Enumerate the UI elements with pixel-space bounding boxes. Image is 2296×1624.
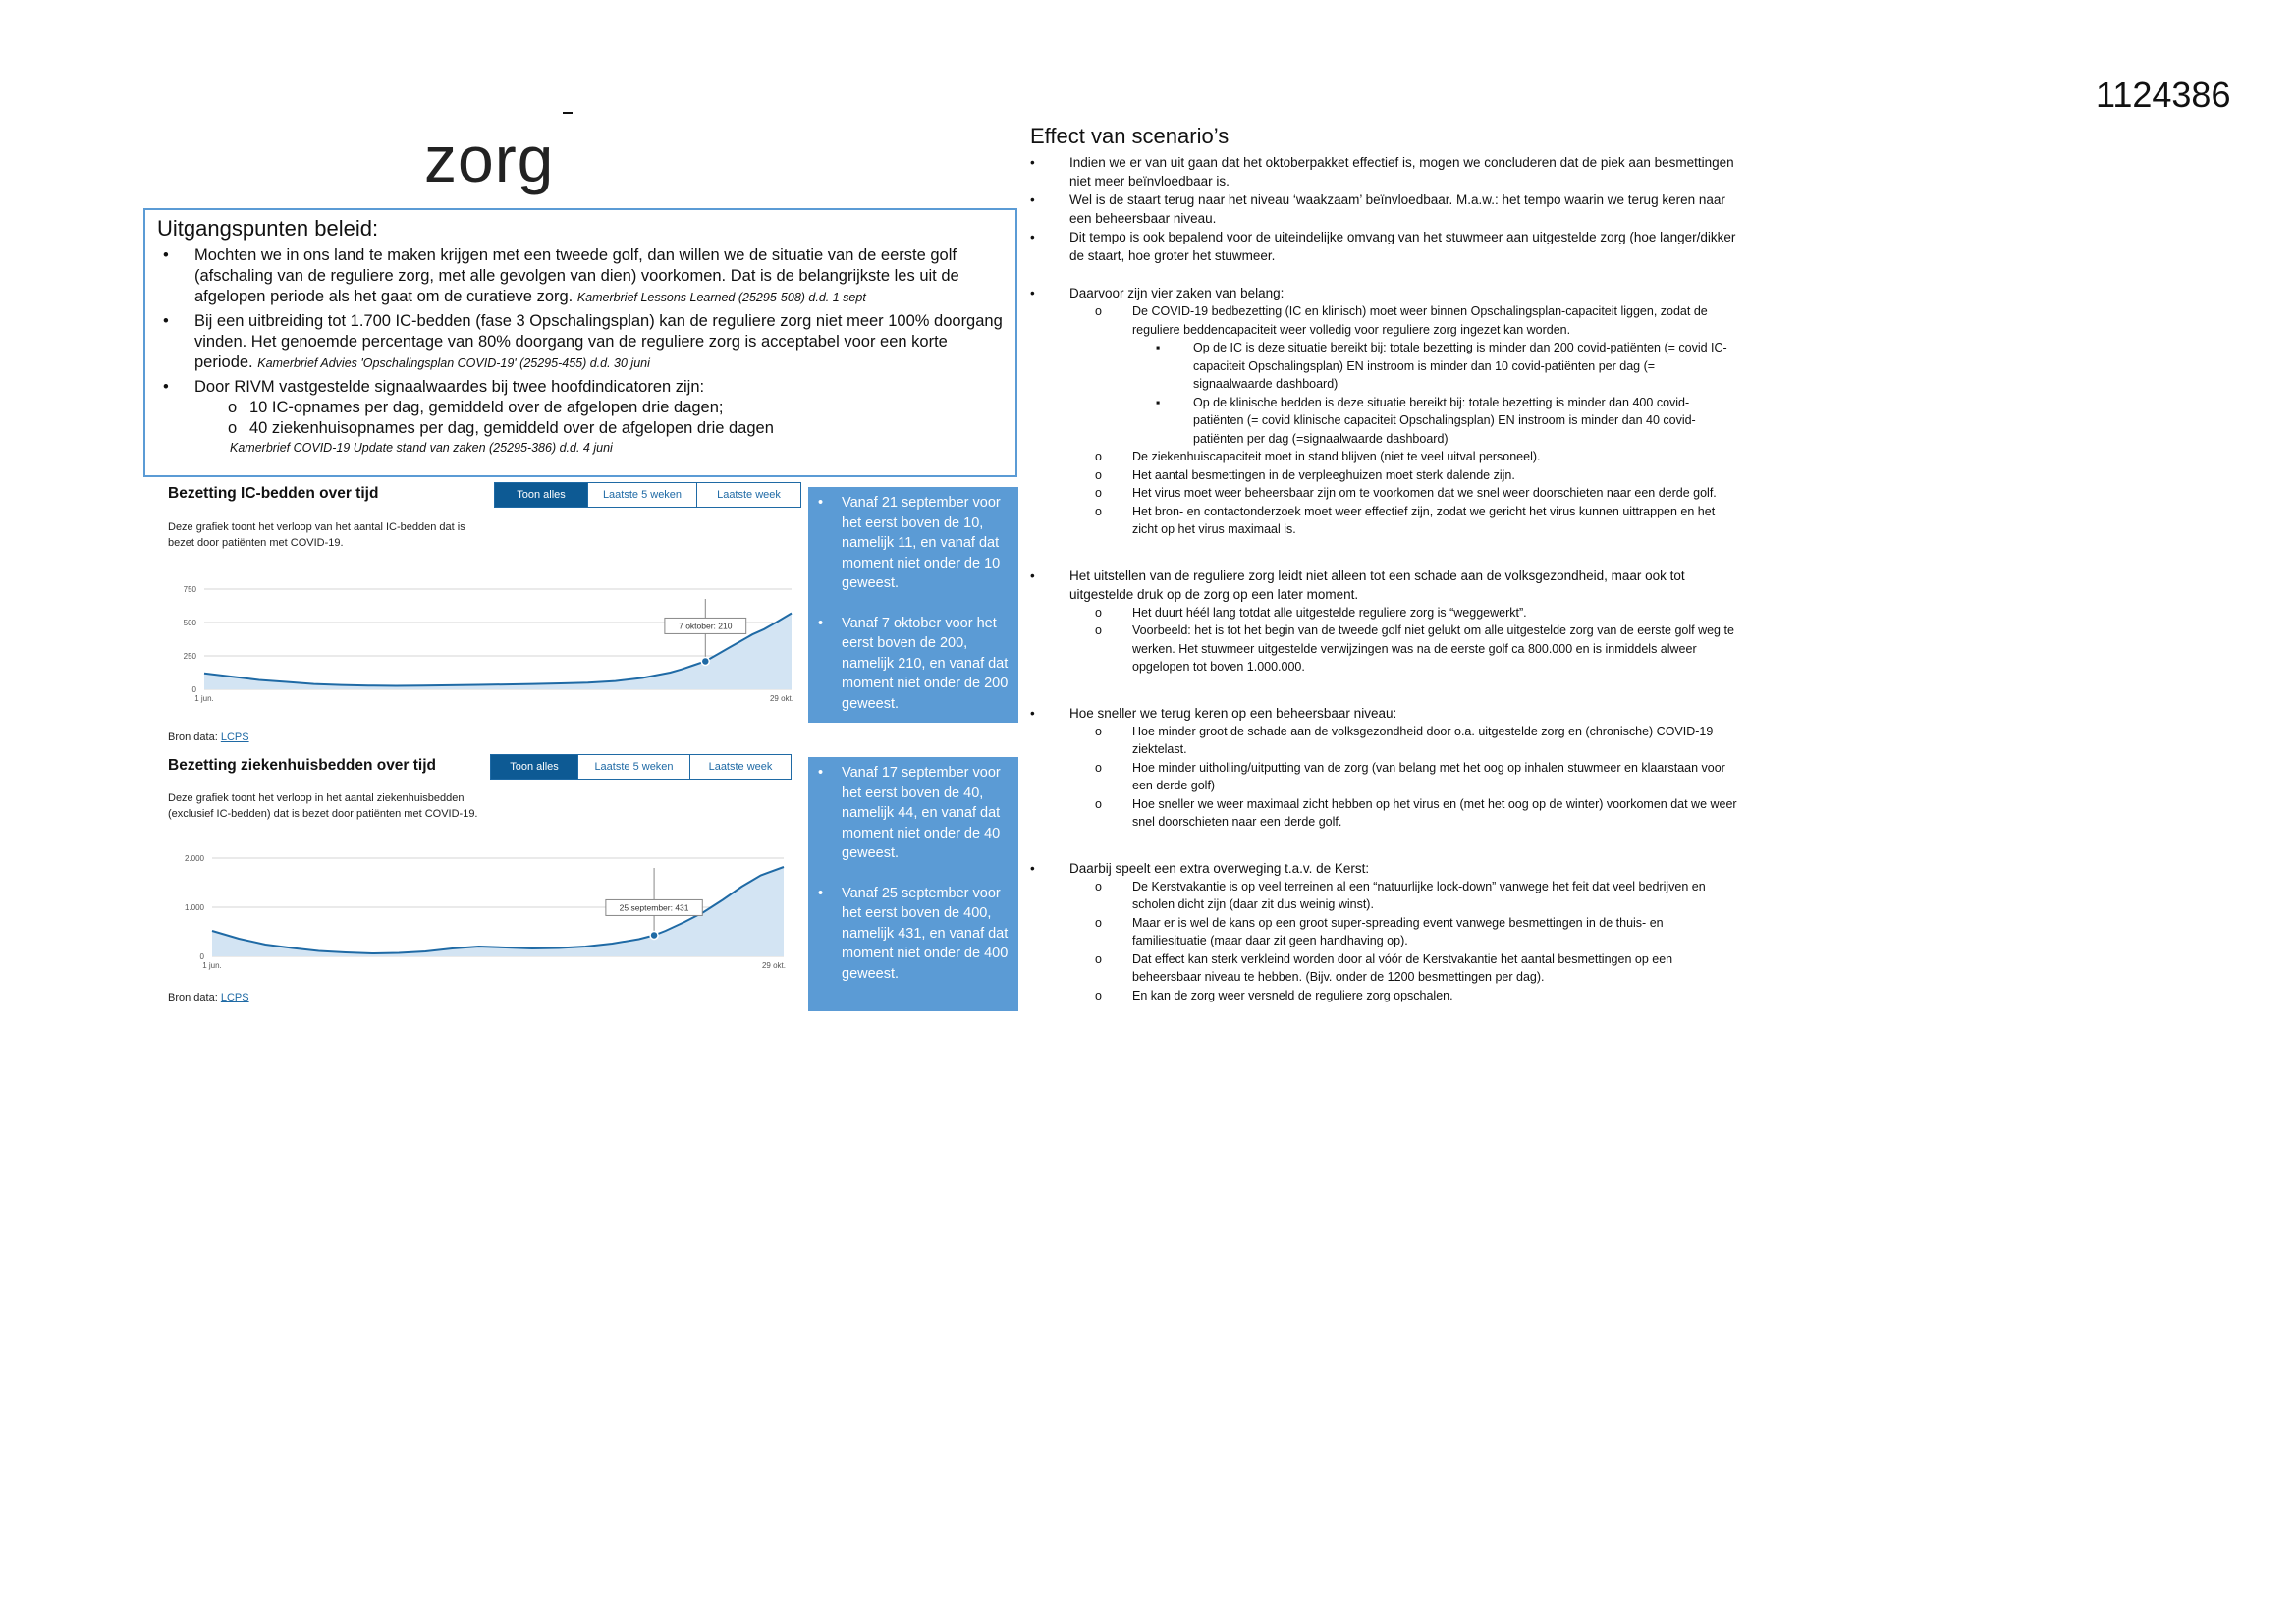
y-tick-label: 500 bbox=[183, 619, 196, 627]
x-tick-label: 29 okt. bbox=[769, 694, 794, 703]
y-tick-label: 0 bbox=[191, 685, 196, 694]
spacer bbox=[1030, 832, 1737, 859]
toggle-last-week[interactable]: Laatste week bbox=[696, 483, 800, 507]
sub-bullet bbox=[1030, 759, 1737, 795]
section-bullet bbox=[1030, 284, 1737, 302]
info-text: Vanaf 7 oktober voor het eerst boven de 200, namelijk 210, en vanaf dat moment niet onder de 200 geweest. bbox=[842, 615, 1009, 712]
info-item bbox=[818, 493, 1009, 594]
circle-bullet-icon: o bbox=[228, 419, 238, 437]
toggle-show-all[interactable]: Toon alles bbox=[491, 755, 577, 779]
bullet-text: Op de IC is deze situatie bereikt bij: totale bezetting is minder dan 200 covid-patiënten (= covid IC-capaciteit Opschalingsplan) EN instroom is minder dan 10 covid-patiënten per dag (= signaalwaarde dashboard) bbox=[1193, 341, 1727, 391]
bullet-text: Dat effect kan sterk verkleind worden door al vóór de Kerstvakantie het aantal besmettingen op een beheersbaar niveau te hebben. (Bijv. onder de 1200 besmettingen per dag). bbox=[1132, 951, 1673, 984]
toggle-last-5-weeks[interactable]: Laatste 5 weken bbox=[577, 755, 689, 779]
bullet-text: De Kerstvakantie is op veel terreinen al een “natuurlijke lock-down” vanwege het feit dat veel bedrijven en scholen dicht zijn (daar zit dus weinig winst). bbox=[1132, 879, 1706, 911]
y-tick-label: 250 bbox=[183, 652, 196, 661]
bullet-icon: • bbox=[1030, 155, 1035, 170]
scenario-effects bbox=[1030, 124, 1737, 1004]
circle-bullet-icon: o bbox=[1095, 467, 1102, 482]
ic-range-toggle bbox=[494, 482, 801, 508]
annotation-label: 25 september: 431 bbox=[619, 902, 689, 913]
circle-bullet-icon: o bbox=[1095, 879, 1102, 893]
source-label: Bron data: bbox=[168, 731, 218, 743]
policy-bullet bbox=[157, 377, 1004, 398]
section-bullet bbox=[1030, 567, 1737, 604]
policy-bullet-text: Bij een uitbreiding tot 1.700 IC-bedden (fase 3 Opschalingsplan) kan de reguliere zorg niet meer 100% doorgang vinden. Het genoemde percentage van 80% doorgang van de reguliere zorg is acceptabel voor een korte periode. bbox=[194, 312, 1003, 371]
bullet-icon: • bbox=[163, 246, 169, 264]
policy-bullet bbox=[157, 311, 1004, 374]
policy-final-reference: Kamerbrief COVID-19 Update stand van zaken (25295-386) d.d. 4 juni bbox=[230, 441, 613, 455]
intro-bullet bbox=[1030, 190, 1737, 228]
policy-sub-item bbox=[157, 418, 1004, 439]
annotation-label: 7 oktober: 210 bbox=[679, 621, 733, 631]
bullet-text: Indien we er van uit gaan dat het oktoberpakket effectief is, mogen we concluderen dat de piek aan besmettingen niet meer beïnvloedbaar is. bbox=[1069, 155, 1734, 189]
bullet-text: En kan de zorg weer versneld de reguliere zorg opschalen. bbox=[1132, 988, 1453, 1002]
sub-bullet bbox=[1030, 795, 1737, 832]
circle-bullet-icon: o bbox=[1095, 760, 1102, 775]
square-bullet-icon: ▪ bbox=[1156, 341, 1161, 354]
bullet-text: Hoe minder groot de schade aan de volksgezondheid door o.a. uitgestelde zorg en (chronische) COVID-19 ziektelast. bbox=[1132, 724, 1714, 756]
x-tick-label: 29 okt. bbox=[761, 961, 787, 970]
zk-occupancy-chart bbox=[167, 846, 805, 974]
zk-range-toggle bbox=[490, 754, 792, 780]
bullet-text: Het duurt héél lang totdat alle uitgestelde reguliere zorg is “weggewerkt”. bbox=[1132, 605, 1527, 620]
bullet-icon: • bbox=[818, 615, 824, 631]
toggle-last-5-weeks[interactable]: Laatste 5 weken bbox=[587, 483, 696, 507]
circle-bullet-icon: o bbox=[1095, 504, 1102, 518]
x-tick-label: 1 jun. bbox=[194, 694, 214, 703]
ic-chart-description: Deze grafiek toont het verloop van het aantal IC-bedden dat is bezet door patiënten met COVID-19. bbox=[168, 521, 465, 549]
circle-bullet-icon: o bbox=[1095, 988, 1102, 1002]
bullet-text: Daarvoor zijn vier zaken van belang: bbox=[1069, 286, 1285, 300]
sub-bullet bbox=[1030, 878, 1737, 914]
bullet-icon: • bbox=[1030, 192, 1035, 207]
info-text: Vanaf 21 september voor het eerst boven de 10, namelijk 11, en vanaf dat moment niet onder de 10 geweest. bbox=[842, 495, 1001, 591]
y-tick-label: 2.000 bbox=[184, 854, 204, 863]
bullet-text: Het virus moet weer beheersbaar zijn om te voorkomen dat we snel weer doorschieten naar een derde golf. bbox=[1132, 486, 1717, 500]
bullet-text: Hoe sneller we weer maximaal zicht hebben op het virus en (met het oog op de winter) voorkomen dat we weer snel doorschieten naar een derde golf. bbox=[1132, 796, 1737, 829]
bullet-text: Maar er is wel de kans op een groot super-spreading event vanwege besmettingen in de thuis- en familiesituatie (maar daar zit geen handhaving op). bbox=[1132, 915, 1664, 947]
circle-bullet-icon: o bbox=[1095, 450, 1102, 463]
policy-bullet bbox=[157, 245, 1004, 308]
ic-chart-title: Bezetting IC-bedden over tijd bbox=[168, 485, 379, 502]
intro-bullet bbox=[1030, 153, 1737, 190]
bullet-text: Hoe minder uitholling/uitputting van de zorg (van belang met het oog op inhalen stuwmeer en klaarstaan voor een derde golf) bbox=[1132, 760, 1725, 792]
bullet-icon: • bbox=[1030, 705, 1035, 721]
circle-bullet-icon: o bbox=[1095, 951, 1102, 966]
circle-bullet-icon: o bbox=[1095, 304, 1102, 318]
policy-box bbox=[143, 208, 1017, 477]
annotation-point bbox=[701, 657, 709, 665]
zk-source bbox=[168, 992, 249, 1003]
bullet-text: De COVID-19 bedbezetting (IC en klinisch) moet weer binnen Opschalingsplan-capaciteit liggen, zodat de reguliere beddencapaciteit weer volledig voor reguliere zorg ingezet kan worden. bbox=[1132, 304, 1708, 337]
ic-source bbox=[168, 731, 249, 743]
info-text: Vanaf 17 september voor het eerst boven de 40, namelijk 44, en vanaf dat moment niet onder de 40 geweest. bbox=[842, 765, 1001, 861]
zk-info-box bbox=[808, 757, 1018, 1011]
x-tick-label: 1 jun. bbox=[202, 961, 222, 970]
sub-item-text: 40 ziekenhuisopnames per dag, gemiddeld over de afgelopen drie dagen bbox=[249, 419, 774, 437]
circle-bullet-icon: o bbox=[1095, 486, 1102, 500]
sub-sub-bullet bbox=[1030, 394, 1737, 449]
y-tick-label: 0 bbox=[199, 952, 204, 961]
ic-info-box bbox=[808, 487, 1018, 723]
circle-bullet-icon: o bbox=[1095, 623, 1102, 637]
sub-bullet bbox=[1030, 622, 1737, 677]
bullet-text: Wel is de staart terug naar het niveau ‘waakzaam’ beïnvloedbaar. M.a.w.: het tempo waarin we terug keren naar een beheersbaar niveau. bbox=[1069, 192, 1725, 226]
info-item bbox=[818, 614, 1009, 715]
page-title: zorg bbox=[424, 123, 555, 195]
policy-bullet-text: Door RIVM vastgestelde signaalwaardes bij twee hoofdindicatoren zijn: bbox=[194, 378, 705, 396]
policy-reference: Kamerbrief Lessons Learned (25295-508) d.d. 1 sept bbox=[576, 291, 866, 304]
zk-chart-description: Deze grafiek toont het verloop in het aantal ziekenhuisbedden (exclusief IC-bedden) dat is bezet door patiënten met COVID-19. bbox=[168, 792, 478, 820]
policy-bullet-text: Mochten we in ons land te maken krijgen met een tweede golf, dan willen we de situatie van de eerste golf (afschaling van de reguliere zorg, met alle gevolgen van dien) voorkomen. Dat is de belangrijkste les uit de afgelopen periode als het gaat om de curatieve zorg. bbox=[194, 246, 959, 305]
sub-bullet bbox=[1030, 914, 1737, 950]
bullet-text: Het uitstellen van de reguliere zorg leidt niet alleen tot een schade aan de volksgezondheid, maar ook tot uitgestelde druk op de zorg op een later moment. bbox=[1069, 568, 1685, 602]
spacer bbox=[1030, 677, 1737, 704]
spacer bbox=[1030, 265, 1737, 284]
circle-bullet-icon: o bbox=[228, 399, 238, 416]
document-id: 1124386 bbox=[2096, 75, 2231, 115]
sub-bullet bbox=[1030, 950, 1737, 987]
policy-sub-item bbox=[157, 398, 1004, 418]
bullet-icon: • bbox=[1030, 860, 1035, 876]
bullet-text: Hoe sneller we terug keren op een beheersbaar niveau: bbox=[1069, 705, 1397, 721]
sub-bullet bbox=[1030, 448, 1737, 466]
sub-bullet bbox=[1030, 484, 1737, 503]
sub-bullet bbox=[1030, 604, 1737, 623]
bullet-text: Dit tempo is ook bepalend voor de uiteindelijke omvang van het stuwmeer aan uitgestelde zorg (hoe langer/dikker de staart, hoe groter het stuwmeer. bbox=[1069, 230, 1736, 263]
circle-bullet-icon: o bbox=[1095, 915, 1102, 930]
zk-chart-title: Bezetting ziekenhuisbedden over tijd bbox=[168, 757, 437, 774]
scenario-heading: Effect van scenario’s bbox=[1030, 124, 1230, 148]
bullet-icon: • bbox=[1030, 286, 1035, 300]
bullet-icon: • bbox=[818, 885, 824, 901]
bullet-icon: • bbox=[818, 495, 824, 511]
circle-bullet-icon: o bbox=[1095, 796, 1102, 811]
toggle-last-week[interactable]: Laatste week bbox=[689, 755, 791, 779]
section-bullet bbox=[1030, 704, 1737, 723]
section-bullet bbox=[1030, 859, 1737, 878]
spacer bbox=[1030, 539, 1737, 567]
circle-bullet-icon: o bbox=[1095, 605, 1102, 620]
title-dash bbox=[563, 112, 573, 114]
bullet-icon: • bbox=[1030, 568, 1035, 583]
info-item bbox=[818, 884, 1009, 985]
bullet-icon: • bbox=[1030, 230, 1035, 244]
info-text: Vanaf 25 september voor het eerst boven de 400, namelijk 431, en vanaf dat moment niet onder de 400 geweest. bbox=[842, 885, 1009, 982]
bullet-icon: • bbox=[163, 378, 169, 396]
toggle-show-all[interactable]: Toon alles bbox=[495, 483, 587, 507]
sub-bullet bbox=[1030, 302, 1737, 339]
source-link[interactable]: LCPS bbox=[220, 992, 249, 1003]
circle-bullet-icon: o bbox=[1095, 724, 1102, 738]
y-tick-label: 750 bbox=[183, 585, 196, 594]
sub-item-text: 10 IC-opnames per dag, gemiddeld over de afgelopen drie dagen; bbox=[249, 399, 724, 416]
source-label: Bron data: bbox=[168, 992, 218, 1003]
bullet-text: Voorbeeld: het is tot het begin van de tweede golf niet gelukt om alle uitgestelde zorg van de eerste golf weg te werken. Het stuwmeer uitgestelde verwijzingen was na de eerste golf ca 800.000 en is inmiddels alweer opgelopen tot boven 1.000.000. bbox=[1132, 623, 1734, 674]
ic-occupancy-chart bbox=[167, 573, 805, 713]
y-tick-label: 1.000 bbox=[184, 903, 204, 912]
bullet-text: Daarbij speelt een extra overweging t.a.v. de Kerst: bbox=[1069, 860, 1370, 876]
sub-bullet bbox=[1030, 723, 1737, 759]
intro-bullet bbox=[1030, 228, 1737, 265]
sub-bullet bbox=[1030, 503, 1737, 539]
policy-heading: Uitgangspunten beleid: bbox=[157, 216, 379, 241]
info-item bbox=[818, 763, 1009, 864]
bullet-text: Het bron- en contactonderzoek moet weer effectief zijn, zodat we gericht het virus kunnen uittrappen en het zicht op het virus maximaal is. bbox=[1132, 504, 1716, 536]
annotation-point bbox=[650, 931, 658, 939]
bullet-text: Het aantal besmettingen in de verpleeghuizen moet sterk dalende zijn. bbox=[1132, 467, 1515, 482]
sub-bullet bbox=[1030, 987, 1737, 1005]
bullet-icon: • bbox=[163, 312, 169, 330]
square-bullet-icon: ▪ bbox=[1156, 395, 1161, 409]
bullet-text: Op de klinische bedden is deze situatie bereikt bij: totale bezetting is minder dan 400 covid-patiënten (= covid klinische capaciteit Opschalingsplan) EN instroom is minder dan 40 covid-patiënten per dag (=signaalwaarde dashboard) bbox=[1193, 395, 1696, 446]
policy-reference: Kamerbrief Advies 'Opschalingsplan COVID-19' (25295-455) d.d. 30 juni bbox=[257, 356, 650, 370]
sub-bullet bbox=[1030, 466, 1737, 485]
bullet-text: De ziekenhuiscapaciteit moet in stand blijven (niet te veel uitval personeel). bbox=[1132, 450, 1541, 463]
sub-sub-bullet bbox=[1030, 339, 1737, 394]
source-link[interactable]: LCPS bbox=[220, 731, 249, 743]
bullet-icon: • bbox=[818, 765, 824, 781]
